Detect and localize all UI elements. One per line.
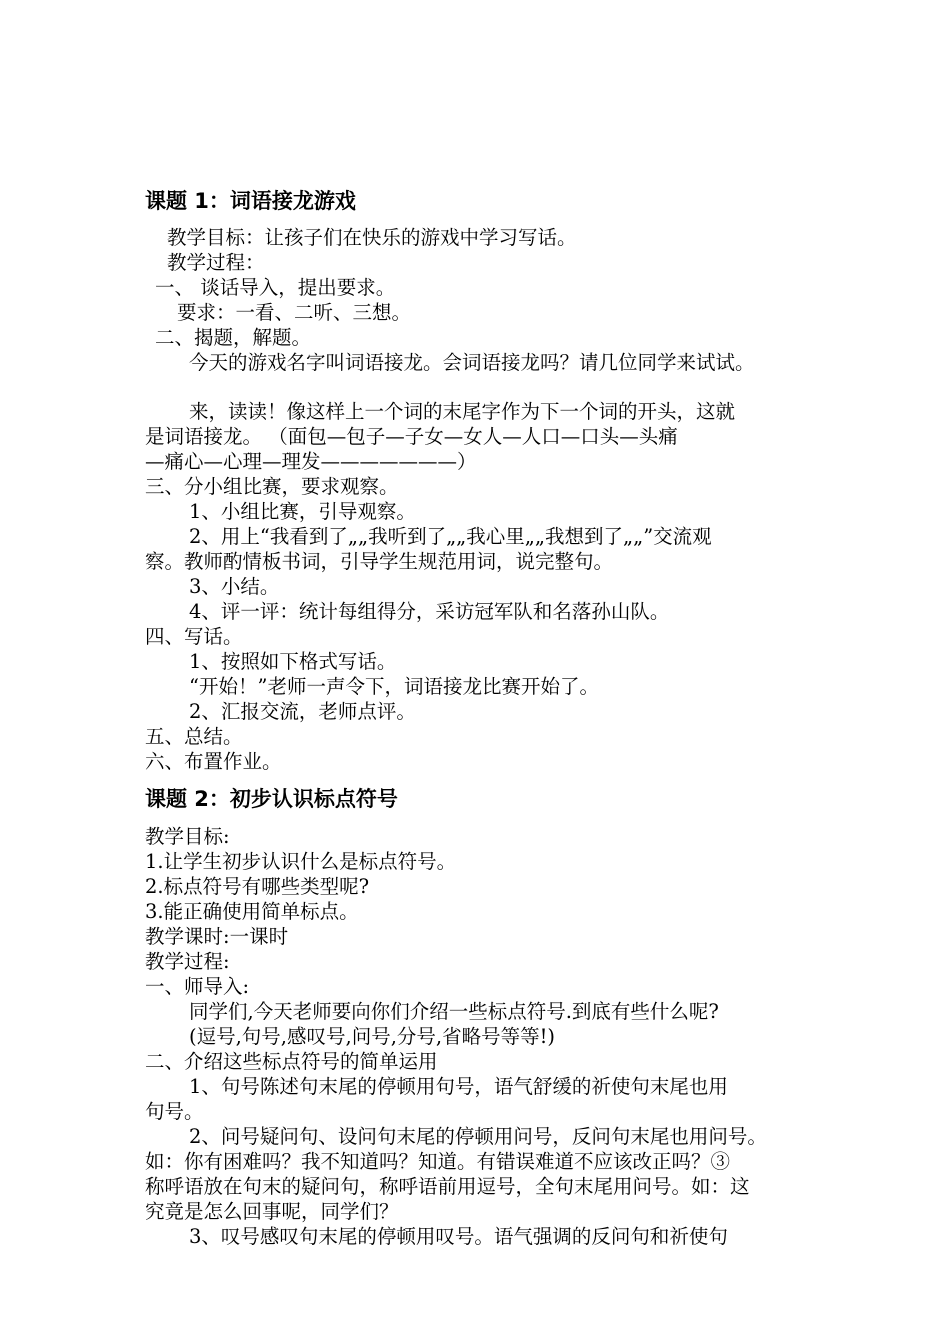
lesson2-line: 3、叹号感叹句末尾的停顿用叹号。语气强调的反问句和祈使句 <box>189 1225 728 1248</box>
lesson1-line: 教学目标：让孩子们在快乐的游戏中学习写话。 <box>167 226 577 249</box>
lesson2-line: 称呼语放在句末的疑问句，称呼语前用逗号，全句末尾用问号。如：这 <box>145 1175 750 1198</box>
lesson2-line: (逗号,句号,感叹号,问号,分号,省略号等等!) <box>189 1025 556 1048</box>
lesson2-line: 2、问号疑问句、设问句末尾的停顿用问号，反问句末尾也用问号。 <box>189 1125 767 1148</box>
lesson2-line: 3.能正确使用简单标点。 <box>145 900 359 923</box>
lesson2-line: 同学们,今天老师要向你们介绍一些标点符号.到底有些什么呢? <box>189 1000 719 1023</box>
lesson1-line: 3、小结。 <box>189 575 280 598</box>
lesson1-line: 今天的游戏名字叫词语接龙。会词语接龙吗？请几位同学来试试。 <box>189 351 755 374</box>
lesson2-line: 一、师导入: <box>145 975 250 998</box>
lesson2-title: 课题 2：初步认识标点符号 <box>145 787 398 811</box>
lesson1-line: 要求：一看、二听、三想。 <box>177 301 412 324</box>
lesson2-line: 二、介绍这些标点符号的简单运用 <box>145 1050 438 1073</box>
lesson1-line: 1、小组比赛，引导观察。 <box>189 500 416 523</box>
lesson2-line: 句号。 <box>145 1100 204 1123</box>
lesson2-line: 1、句号陈述句末尾的停顿用句号，语气舒缓的祈使句末尾也用 <box>189 1075 728 1098</box>
lesson2-line: 教学课时:一课时 <box>145 925 289 948</box>
lesson1-line: 来，读读！像这样上一个词的末尾字作为下一个词的开头，这就 <box>189 400 736 423</box>
lesson1-line: 三、分小组比赛，要求观察。 <box>145 475 399 498</box>
lesson1-line: 2、汇报交流，老师点评。 <box>189 700 416 723</box>
lesson1-line: 1、按照如下格式写话。 <box>189 650 397 673</box>
lesson2-line: 究竟是怎么回事呢，同学们？ <box>145 1200 399 1223</box>
lesson1-line: 二、揭题，解题。 <box>155 326 312 349</box>
lesson1-line: 2、用上“我看到了„„我听到了„„我心里„„我想到了„„”交流观 <box>189 525 712 548</box>
lesson1-line: 五、总结。 <box>145 725 243 748</box>
lesson1-title: 课题 1：词语接龙游戏 <box>145 189 356 213</box>
lesson2-line: 2.标点符号有哪些类型呢? <box>145 875 370 898</box>
lesson2-line: 1.让学生初步认识什么是标点符号。 <box>145 850 457 873</box>
lesson2-line: 如：你有困难吗？我不知道吗？知道。有错误难道不应该改正吗？③ <box>145 1150 731 1173</box>
lesson1-line: 教学过程： <box>167 251 265 274</box>
lesson1-line: 4、评一评：统计每组得分，采访冠军队和名落孙山队。 <box>189 600 670 623</box>
lesson1-line: 六、布置作业。 <box>145 750 282 773</box>
lesson1-line: 察。教师酌情板书词，引导学生规范用词，说完整句。 <box>145 550 614 573</box>
lesson1-line: —痛心—心理—理发———————） <box>145 450 477 473</box>
lesson1-line: 是词语接龙。 （面包—包子—子女—女人—人口—口头—头痛 <box>145 425 678 448</box>
lesson1-line: 四、写话。 <box>145 625 243 648</box>
lesson1-line: 一、 谈话导入，提出要求。 <box>155 276 396 299</box>
lesson2-line: 教学过程: <box>145 950 230 973</box>
lesson2-line: 教学目标: <box>145 825 230 848</box>
lesson1-line: “开始！”老师一声令下，词语接龙比赛开始了。 <box>189 675 599 698</box>
